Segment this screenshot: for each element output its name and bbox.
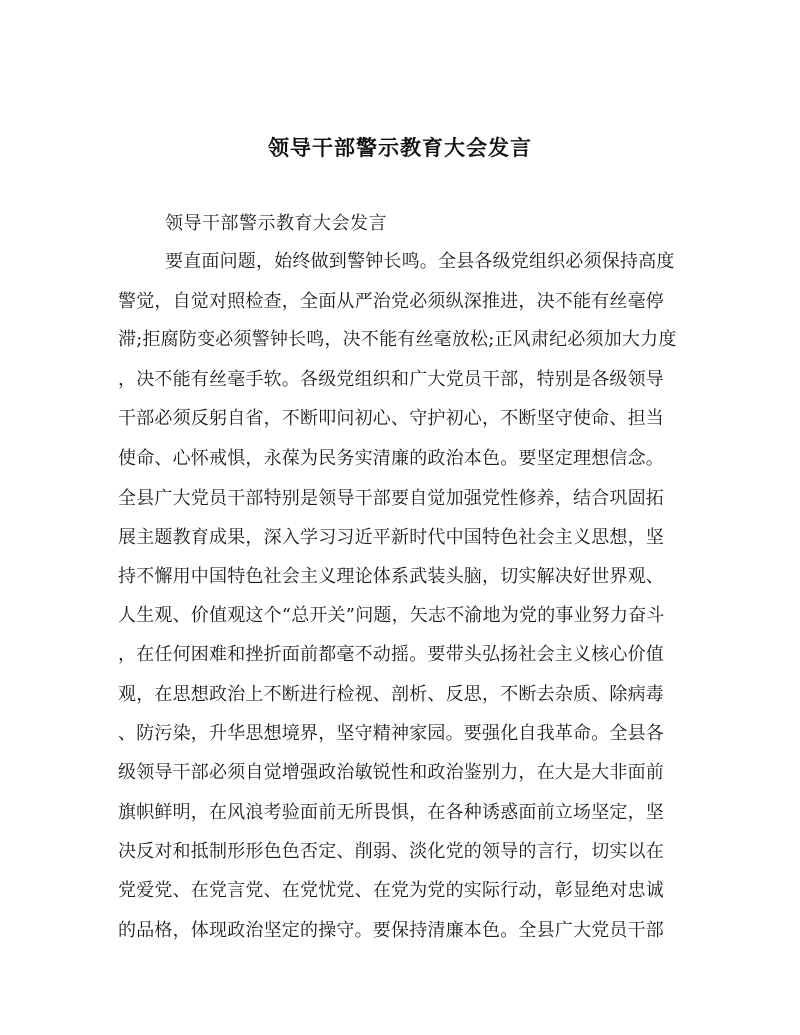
body-line: 观，在思想政治上不断进行检视、剖析、反思，不断去杂质、除病毒 xyxy=(118,684,664,705)
body-line: 展主题教育成果，深入学习习近平新时代中国特色社会主义思想，坚 xyxy=(118,527,664,548)
body-line: 旗帜鲜明，在风浪考验面前无所畏惧，在各种诱惑面前立场坚定，坚 xyxy=(118,802,664,823)
document-title: 领导干部警示教育大会发言 xyxy=(268,136,532,160)
body-line: 级领导干部必须自觉增强政治敏锐性和政治鉴别力，在大是大非面前 xyxy=(118,762,664,783)
body-line: 全县广大党员干部特别是领导干部要自觉加强党性修养，结合巩固拓 xyxy=(118,488,664,509)
body-line: 干部必须反躬自省，不断叩问初心、守护初心，不断坚守使命、担当 xyxy=(118,408,664,429)
body-line: 、防污染，升华思想境界，坚守精神家园。要强化自我革命。全县各 xyxy=(118,723,664,744)
body-line: 的品格，体现政治坚定的操守。要保持清廉本色。全县广大党员干部 xyxy=(118,920,664,941)
body-line: 党爱党、在党言党、在党忧党、在党为党的实际行动，彰显绝对忠诚 xyxy=(118,880,664,901)
body-line: ，在任何困难和挫折面前都毫不动摇。要带头弘扬社会主义核心价值 xyxy=(118,644,664,665)
body-line: 要直面问题，始终做到警钟长鸣。全县各级党组织必须保持高度 xyxy=(165,251,675,272)
body-line: 决反对和抵制形形色色否定、削弱、淡化党的领导的言行，切实以在 xyxy=(118,841,664,862)
body-line: 持不懈用中国特色社会主义理论体系武装头脑，切实解决好世界观、 xyxy=(118,566,664,587)
body-line: 警觉，自觉对照检查，全面从严治党必须纵深推进，决不能有丝毫停 xyxy=(118,291,664,312)
body-line: ，决不能有丝毫手软。各级党组织和广大党员干部，特别是各级领导 xyxy=(118,369,664,390)
body-line: 使命、心怀戒惧，永葆为民务实清廉的政治本色。要坚定理想信念。 xyxy=(118,448,664,469)
body-line: 人生观、价值观这个“总开关”问题，矢志不渝地为党的事业努力奋斗 xyxy=(118,605,665,626)
document-subtitle: 领导干部警示教育大会发言 xyxy=(165,213,387,234)
body-line: 滞;拒腐防变必须警钟长鸣，决不能有丝毫放松;正风肃纪必须加大力度 xyxy=(118,329,677,350)
